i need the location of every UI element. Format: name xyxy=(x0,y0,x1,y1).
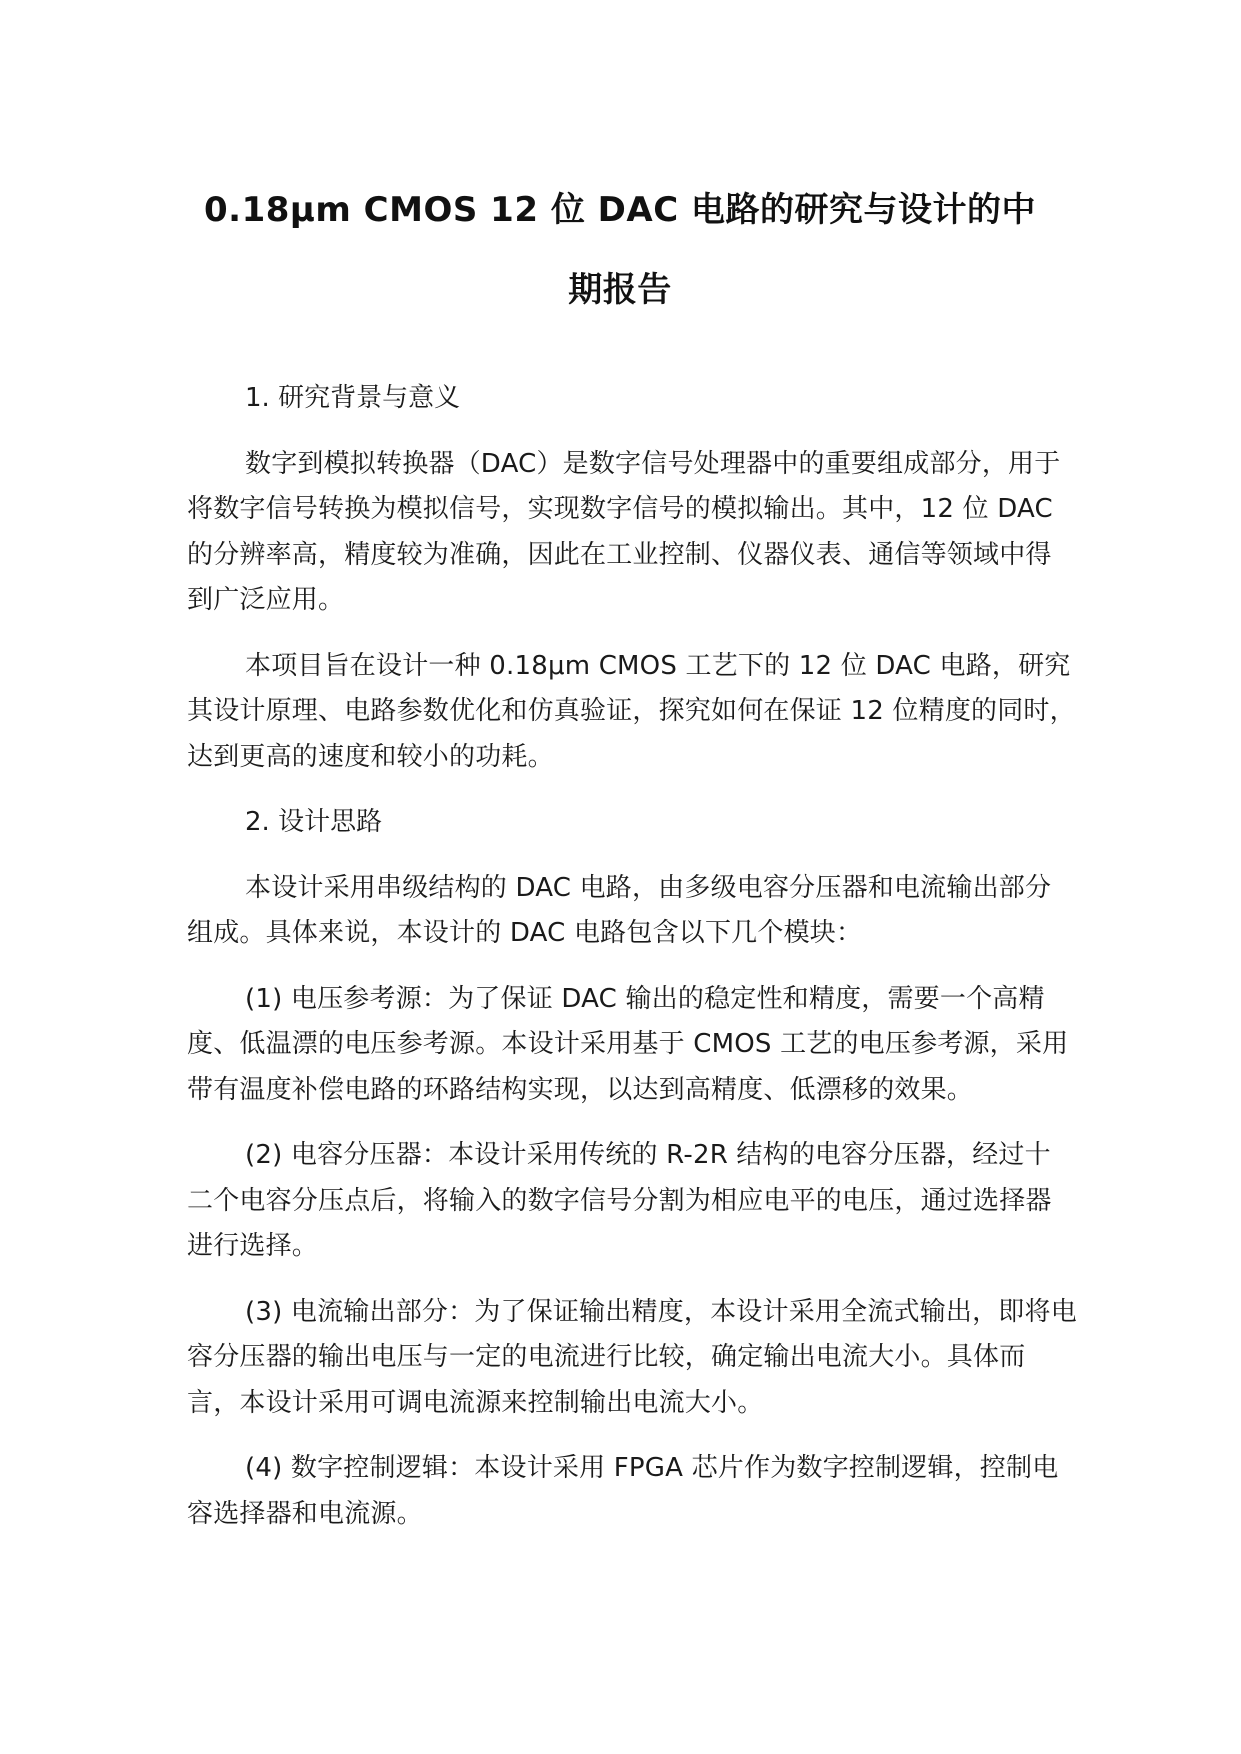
document-title-line2: 期报告 xyxy=(568,270,672,310)
document-body xyxy=(187,376,1077,1557)
paragraph: (3) 电流输出部分：为了保证输出精度，本设计采用全流式输出，即将电容分压器的输出电压与一定的电流进行比较，确定输出电流大小。具体而言，本设计采用可调电流源来控制输出电流大小。 xyxy=(187,1296,1077,1418)
paragraph: (2) 电容分压器：本设计采用传统的 R-2R 结构的电容分压器，经过十二个电容分压点后，将输入的数字信号分割为相应电平的电压，通过选择器进行选择。 xyxy=(187,1140,1052,1261)
paragraph: 本设计采用串级结构的 DAC 电路，由多级电容分压器和电流输出部分组成。具体来说，本设计的 DAC 电路包含以下几个模块： xyxy=(187,872,1052,948)
document-title-line1: 0.18μm CMOS 12 位 DAC 电路的研究与设计的中 xyxy=(204,190,1036,230)
paragraph: 本项目旨在设计一种 0.18μm CMOS 工艺下的 12 位 DAC 电路，研究其设计原理、电路参数优化和仿真验证，探究如何在保证 12 位精度的同时，达到更高的速度和较小的功耗。 xyxy=(187,650,1076,772)
paragraph: 数字到模拟转换器（DAC）是数字信号处理器中的重要组成部分，用于将数字信号转换为模拟信号，实现数字信号的模拟输出。其中，12 位 DAC 的分辨率高，精度较为准确，因此在工业控制、仪器仪表、通信等领域中得到广泛应用。 xyxy=(187,448,1061,615)
section-heading: 2. 设计思路 xyxy=(245,807,383,837)
paragraph: (4) 数字控制逻辑：本设计采用 FPGA 芯片作为数字控制逻辑，控制电容选择器和电流源。 xyxy=(187,1453,1059,1529)
section-heading: 1. 研究背景与意义 xyxy=(245,383,461,413)
paragraph: (1) 电压参考源：为了保证 DAC 输出的稳定性和精度，需要一个高精度、低温漂的电压参考源。本设计采用基于 CMOS 工艺的电压参考源，采用带有温度补偿电路的环路结构实现，以达到高精度、低漂移的效果。 xyxy=(187,983,1069,1105)
